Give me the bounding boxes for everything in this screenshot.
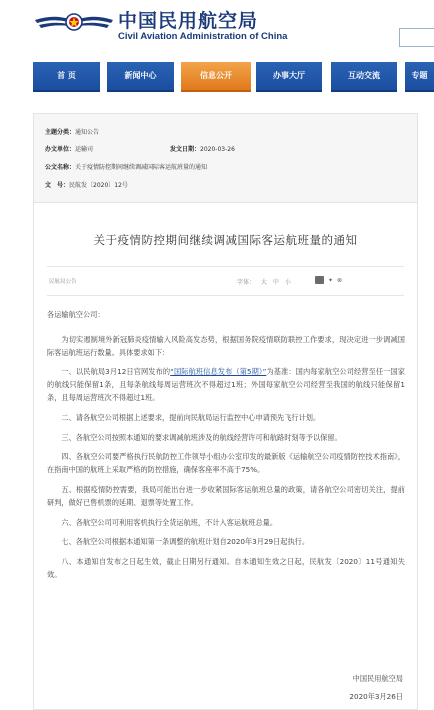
nav-home[interactable]: 首 页 bbox=[33, 62, 100, 92]
paragraph: 一、以民航局3月12日官网发布的“国际航班信息发布（第5期）”为基准：国内每家航空公司经营至任一国家的航线只能保留1条，且每条航线每周运营班次不得超过1班；外国每家航空公司经营至我国的航线只能保留1条，且每周运营班次不得超过1班。 bbox=[47, 367, 405, 402]
site-header bbox=[0, 0, 434, 62]
site-title-en: Civil Aviation Administration of China bbox=[118, 31, 288, 42]
article-toolbar bbox=[47, 266, 404, 296]
paragraph: 三、各航空公司按照本通知的要求调减航班涉及的航线经营许可和航路时刻等予以保留。 bbox=[61, 432, 342, 442]
font-large-button[interactable]: 大 bbox=[260, 279, 267, 286]
salutation: 各运输航空公司： bbox=[47, 310, 105, 319]
print-icon[interactable] bbox=[315, 276, 324, 284]
doc-meta-panel bbox=[34, 114, 417, 203]
paragraph: 六、各航空公司可利用客机执行全货运航班，不计入客运航班总量。 bbox=[61, 517, 278, 527]
site-title-cn: 中国民用航空局 bbox=[118, 10, 259, 32]
article-body bbox=[47, 309, 405, 589]
nav-interaction[interactable]: 互动交流 bbox=[331, 62, 397, 92]
nav-service-hall[interactable]: 办事大厅 bbox=[256, 62, 322, 92]
paragraph: 八、本通知自发布之日起生效，截止日期另行通知。自本通知生效之日起，民航发〔2020〕11号通知失效。 bbox=[47, 557, 405, 579]
font-medium-button[interactable]: 中 bbox=[272, 279, 279, 286]
meta-docno: 文 号：民航发〔2020〕12号 bbox=[45, 182, 128, 189]
caac-logo-icon bbox=[33, 8, 115, 38]
paragraph: 二、请各航空公司根据上述要求，提前向民航局运行监控中心申请预先飞行计划。 bbox=[61, 412, 321, 422]
search-input[interactable] bbox=[399, 28, 434, 47]
meta-subject: 公文名称：关于疫情防控期间继续调减国际客运航班量的通知 bbox=[45, 164, 208, 171]
share-icon[interactable]: ✦ bbox=[328, 277, 334, 284]
notice-link[interactable]: “国际航班信息发布（第5期）” bbox=[170, 367, 267, 377]
article-title: 关于疫情防控期间继续调减国际客运航班量的通知 bbox=[93, 233, 358, 247]
nav-special-topics[interactable]: 专题 bbox=[405, 62, 434, 92]
article-container bbox=[33, 113, 418, 710]
sign-date: 2020年3月26日 bbox=[349, 692, 403, 701]
meta-dept: 办文单位：运输司 发文日期：2020-03-26 bbox=[45, 146, 235, 153]
article-category: 民航局公告 bbox=[49, 279, 77, 285]
paragraph: 七、各航空公司根据本通知第一条调整的航班计划自2020年3月29日起执行。 bbox=[61, 537, 310, 547]
paragraph: 为切实遏制境外新冠肺炎疫情输入风险高发态势，根据国务院疫情联防联控工作要求，现决定进一步调减国际客运航班运行数量。具体要求如下： bbox=[47, 334, 405, 357]
font-small-button[interactable]: 小 bbox=[284, 279, 291, 286]
paragraph: 四、各航空公司要严格执行民航防控工作领导小组办公室印发的最新版《运输航空公司疫情防控技术指南》，在指南中国的航班上采取严格的防控措施，确保客座率不高于75%。 bbox=[47, 452, 405, 475]
font-size-switcher: 字体： 大 中 小 bbox=[237, 279, 291, 286]
main-nav bbox=[0, 62, 434, 92]
meta-date: 发文日期：2020-03-26 bbox=[170, 146, 235, 153]
close-icon[interactable]: ⊗ bbox=[337, 277, 343, 284]
nav-info-disclosure[interactable]: 信息公开 bbox=[181, 62, 251, 92]
meta-topic: 主题分类：通知公告 bbox=[45, 129, 100, 136]
signature: 中国民用航空局 bbox=[352, 674, 403, 683]
paragraph: 五、根据疫情防控需要，我局可能出台进一步收紧国际客运航班总量的政策，请各航空公司密切关注，提前研判，做好已售机票的延期、退票等处置工作。 bbox=[47, 484, 405, 507]
nav-news[interactable]: 新闻中心 bbox=[107, 62, 174, 92]
